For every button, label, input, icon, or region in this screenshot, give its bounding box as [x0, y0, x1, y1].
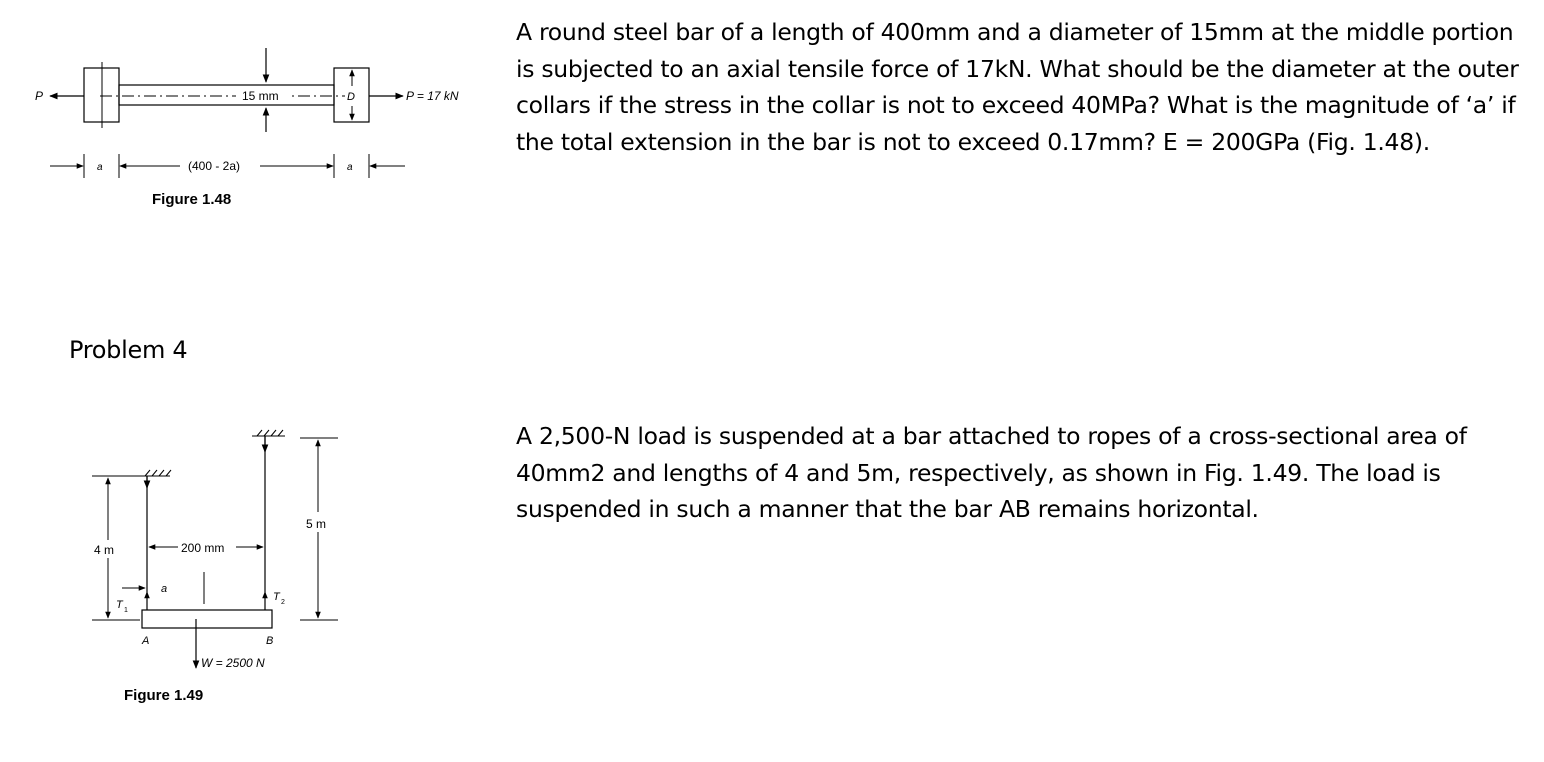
- length-right-label: 5 m: [306, 517, 327, 531]
- load-p-right-label: P = 17 kN: [406, 89, 459, 103]
- problem-4-text: A 2,500-N load is suspended at a bar attached to ropes of a cross-sectional area of 40mm2 and lengths of 4 and 5m, respectively, as shown in Fig. 1.49. The load is suspended in such a manner that the bar AB remains horizontal.: [516, 422, 1467, 523]
- point-a-label: A: [142, 635, 150, 647]
- tension-t1-label: T: [116, 599, 123, 611]
- tension-t1-subscript: 1: [124, 607, 128, 614]
- bar-ab: [142, 610, 272, 628]
- tension-t2-label: T: [273, 591, 280, 603]
- dim-a-right-label: a: [347, 162, 353, 173]
- span-dim-label: 200 mm: [181, 541, 225, 555]
- length-left-label: 4 m: [94, 543, 115, 557]
- problem-4-heading: Problem 4: [69, 336, 188, 364]
- dim-a-label: a: [161, 583, 168, 595]
- left-support: [140, 470, 171, 476]
- figure-1-49: [0, 0, 500, 762]
- point-b-label: B: [266, 635, 274, 647]
- dim-mid-label: (400 - 2a): [188, 159, 241, 173]
- dim-a-left-label: a: [97, 162, 103, 173]
- figure-1-48-caption: Figure 1.48: [152, 191, 232, 208]
- right-support: [252, 430, 285, 436]
- problem-3-text: A round steel bar of a length of 400mm and a diameter of 15mm at the middle portion is subjected to an axial tensile force of 17kN. What should be the diameter at the outer collars if the stress in the collar is not to exceed 40MPa? What is the magnitude of ‘a’ if the total extension in the bar is not to exceed 0.17mm? E = 200GPa (Fig. 1.48).: [516, 18, 1519, 156]
- dia-collar-label: D: [347, 91, 355, 103]
- figure-1-49-caption: Figure 1.49: [124, 687, 204, 704]
- load-w-label: W = 2500 N: [201, 656, 265, 670]
- load-p-left-label: P: [35, 89, 44, 103]
- dia-mid-label: 15 mm: [242, 89, 279, 103]
- tension-t2-subscript: 2: [281, 599, 285, 606]
